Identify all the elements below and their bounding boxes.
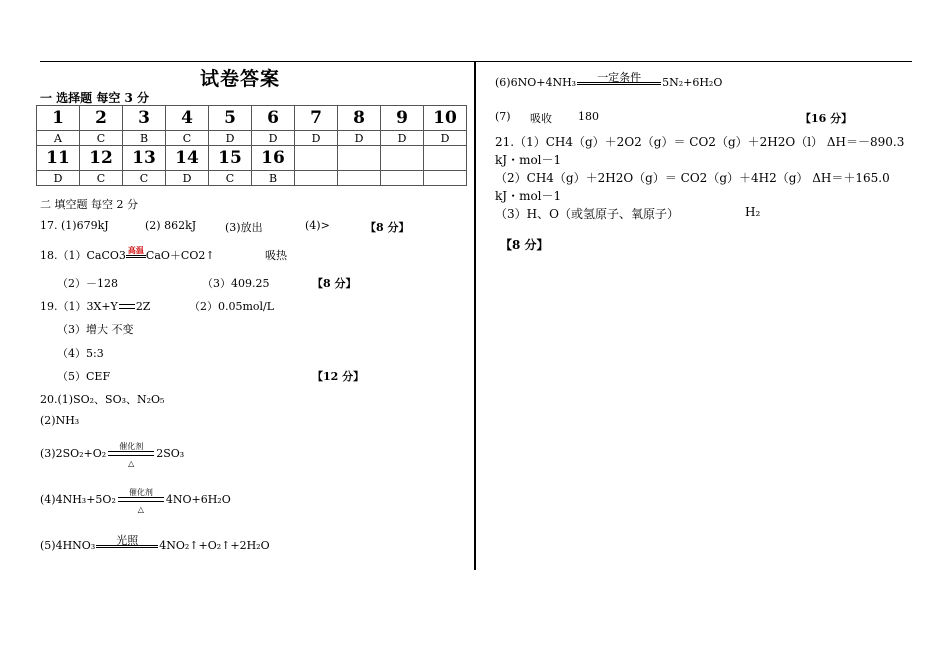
q20-line3 xyxy=(40,442,185,468)
question-number-cell: 8 xyxy=(338,106,381,131)
answer-cell xyxy=(338,171,381,186)
answer-cell xyxy=(295,171,338,186)
q19-score: 【12 分】 xyxy=(312,370,365,383)
question-number-cell: 9 xyxy=(381,106,424,131)
question-number-cell: 4 xyxy=(166,106,209,131)
q20-6-product: 5N₂+6H₂O xyxy=(662,76,723,89)
q20-3-heat-symbol: △ xyxy=(128,459,135,468)
q21-line1: 21.（1）CH4（g）＋2O2（g）＝ CO2（g）＋2H2O（l） ΔH＝－890.3 xyxy=(495,135,905,149)
q18-score: 【8 分】 xyxy=(312,277,357,290)
q21-line3: （2）CH4（g）＋2H2O（g）＝ CO2（g）＋4H2（g） ΔH＝＋165.0 xyxy=(495,171,890,185)
answer-cell: D xyxy=(209,131,252,146)
column-divider xyxy=(474,62,476,570)
question-number-cell: 14 xyxy=(166,146,209,171)
answer-cell: C xyxy=(166,131,209,146)
q18-product: CaO＋CO2↑ xyxy=(145,249,215,262)
q20-4-reactant: (4)4NH₃+5O₂ xyxy=(40,493,116,506)
section2-heading: 二 填空题 每空 2 分 xyxy=(40,198,138,211)
answer-cell: D xyxy=(295,131,338,146)
answer-cell: C xyxy=(209,171,252,186)
question-number-cell: 6 xyxy=(252,106,295,131)
q20-3-reactant: (3)2SO₂+O₂ xyxy=(40,447,107,460)
question-number-cell xyxy=(338,146,381,171)
q17-part2: (2) 862kJ xyxy=(145,219,197,232)
question-number-cell: 2 xyxy=(80,106,123,131)
answer-cell: C xyxy=(80,131,123,146)
question-number-cell xyxy=(381,146,424,171)
question-number-cell: 11 xyxy=(37,146,80,171)
q20-7-answer-b: 180 xyxy=(578,110,599,123)
q20-line1: 20.(1)SO₂、SO₃、N₂O₅ xyxy=(40,393,165,406)
q21-line5-answer: H₂ xyxy=(745,205,761,219)
question-number-cell: 16 xyxy=(252,146,295,171)
question-number-cell xyxy=(295,146,338,171)
q19-part5: （5）CEF xyxy=(57,370,111,383)
q18-part2: （2）－128 xyxy=(57,277,118,290)
question-number-cell: 13 xyxy=(123,146,166,171)
question-number-cell: 7 xyxy=(295,106,338,131)
q17-part3: (3)放出 xyxy=(225,221,263,234)
q20-4-catalyst: 催化剂 xyxy=(128,488,153,497)
answer-table xyxy=(36,105,467,186)
q20-4-heat-symbol: △ xyxy=(137,505,144,514)
answer-cell: D xyxy=(381,131,424,146)
question-number-cell: 3 xyxy=(123,106,166,131)
q20-line4 xyxy=(40,488,231,514)
answer-cell: C xyxy=(80,171,123,186)
answer-cell: A xyxy=(37,131,80,146)
q19-line1 xyxy=(40,298,150,314)
q20-6-equals-sign xyxy=(577,70,661,85)
q17-part4: (4)> xyxy=(305,219,330,232)
q20-5-product: 4NO₂↑+O₂↑+2H₂O xyxy=(159,539,270,552)
q20-4-equilibrium-arrow xyxy=(118,488,164,514)
q18-equals-sign xyxy=(126,244,146,258)
answer-cell: D xyxy=(338,131,381,146)
q18-heat: 吸热 xyxy=(265,249,287,262)
q19-part4: （4）5:3 xyxy=(57,347,104,360)
q20-5-reactant: (5)4HNO₃ xyxy=(40,539,96,552)
answer-cell xyxy=(381,171,424,186)
question-number-cell: 15 xyxy=(209,146,252,171)
q18-reactant: 18.（1）CaCO3 xyxy=(40,249,126,262)
q20-score: 【16 分】 xyxy=(800,112,853,125)
q20-line2: (2)NH₃ xyxy=(40,414,80,427)
q17-score: 【8 分】 xyxy=(365,221,410,234)
answer-cell: D xyxy=(166,171,209,186)
answer-cell: B xyxy=(123,131,166,146)
q20-6-line xyxy=(495,70,723,89)
section1-heading: 一 选择题 每空 3 分 xyxy=(40,91,150,105)
answer-cell: D xyxy=(424,131,467,146)
q20-3-catalyst: 催化剂 xyxy=(119,442,144,451)
q20-6-condition: 一定条件 xyxy=(597,70,642,84)
answer-cell: D xyxy=(37,171,80,186)
question-number-cell: 5 xyxy=(209,106,252,131)
q21-line5: （3）H、O（或氢原子、氧原子） xyxy=(495,207,679,221)
q20-7-label: (7) xyxy=(495,110,511,123)
q20-7-answer-a: 吸收 xyxy=(530,112,552,125)
answer-cell xyxy=(424,171,467,186)
q19-equilibrium-arrow xyxy=(119,304,135,310)
q21-score: 【8 分】 xyxy=(500,238,549,252)
question-number-cell: 10 xyxy=(424,106,467,131)
q21-line4: kJ・mol－1 xyxy=(495,189,562,203)
top-rule xyxy=(40,61,912,62)
q19-reactant: 19.（1）3X+Y xyxy=(40,300,118,313)
answer-cell: D xyxy=(252,131,295,146)
q18-part3: （3）409.25 xyxy=(202,277,270,290)
q19-product: 2Z xyxy=(135,300,151,313)
q21-line2: kJ・mol－1 xyxy=(495,153,562,167)
q20-5-equals-sign xyxy=(96,533,158,548)
question-number-cell: 1 xyxy=(37,106,80,131)
page-title: 试卷答案 xyxy=(200,68,281,90)
question-number-cell: 12 xyxy=(80,146,123,171)
answer-cell: C xyxy=(123,171,166,186)
q20-line5 xyxy=(40,533,270,552)
q19-part2: （2）0.05mol/L xyxy=(189,300,275,313)
q20-5-condition: 光照 xyxy=(116,533,139,547)
q20-6-reactant: (6)6NO+4NH₃ xyxy=(495,76,577,89)
q18-line1 xyxy=(40,244,215,263)
q20-3-product: 2SO₃ xyxy=(156,447,185,460)
q19-part3: （3）增大 不变 xyxy=(57,323,134,336)
q18-condition: 高温 xyxy=(127,244,144,255)
q20-4-product: 4NO+6H₂O xyxy=(165,493,231,506)
question-number-cell xyxy=(424,146,467,171)
q17-part1: 17. (1)679kJ xyxy=(40,219,109,232)
q20-3-equilibrium-arrow xyxy=(108,442,154,468)
answer-cell: B xyxy=(252,171,295,186)
